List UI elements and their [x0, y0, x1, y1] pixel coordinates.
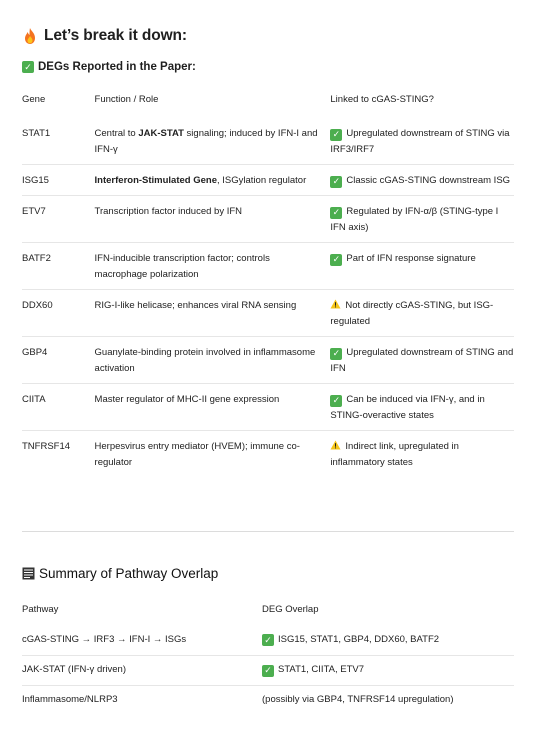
gene-cell — [22, 290, 95, 337]
link-text: Classic cGAS-STING downstream ISG — [346, 175, 511, 186]
link-text: Indirect link, upregulated in inflammatory states — [330, 441, 459, 468]
function-text: Guanylate-binding protein involved in inflammasome activation — [94, 347, 316, 374]
pathway-cell — [22, 625, 262, 655]
function-cell — [95, 431, 331, 478]
function-cell — [95, 337, 331, 384]
gene-name: ISG15 — [22, 175, 49, 186]
link-text: Upregulated downstream of STING and IFN — [330, 347, 514, 374]
table-row — [22, 165, 514, 196]
warning-icon — [330, 440, 341, 450]
link-cell — [330, 196, 514, 243]
check-icon: ✓ — [330, 129, 342, 141]
function-text-bold: JAK-STAT — [138, 128, 184, 139]
function-text: Herpesvirus entry mediator (HVEM); immune co-regulator — [94, 441, 300, 468]
table-row — [22, 118, 514, 165]
gene-name: GBP4 — [22, 347, 48, 358]
table-row — [22, 625, 514, 655]
overlap-text: (possibly via GBP4, TNFRSF14 upregulation) — [262, 694, 454, 706]
link-cell — [330, 384, 514, 431]
function-cell — [95, 290, 331, 337]
function-text: Master regulator of MHC-II gene expression — [94, 394, 280, 405]
gene-cell — [22, 431, 95, 478]
gene-name: CIITA — [22, 394, 46, 405]
table-row — [22, 655, 514, 685]
summary-heading — [22, 566, 218, 581]
table-row — [22, 243, 514, 290]
pathway-name: cGAS-STING → IRF3 → IFN-I → ISGs — [22, 633, 187, 645]
check-icon: ✓ — [262, 634, 274, 646]
overlap-text: ISG15, STAT1, GBP4, DDX60, BATF2 — [278, 633, 440, 645]
section-divider — [22, 531, 514, 532]
memo-icon — [22, 567, 35, 580]
check-icon: ✓ — [330, 176, 342, 188]
function-text: IFN-inducible transcription factor; controls macrophage polarization — [94, 253, 270, 280]
gene-name: TNFRSF14 — [22, 441, 71, 452]
check-icon: ✓ — [330, 395, 342, 407]
summary-heading-text: Summary of Pathway Overlap — [39, 566, 219, 581]
link-cell — [330, 337, 514, 384]
function-text: signaling; induced by IFN-I and IFN-γ — [94, 128, 318, 155]
gene-cell — [22, 118, 95, 165]
table-row — [22, 196, 514, 243]
check-icon: ✓ — [330, 207, 342, 219]
column-header-link: Linked to cGAS-STING? — [330, 94, 434, 105]
link-cell — [330, 431, 514, 478]
column-header-function: Function / Role — [94, 94, 159, 105]
link-cell — [330, 290, 514, 337]
column-header-overlap: DEG Overlap — [262, 604, 319, 615]
link-cell — [330, 243, 514, 290]
overlap-cell — [262, 625, 514, 655]
function-text: Transcription factor induced by IFN — [94, 206, 243, 217]
pathway-table — [22, 595, 514, 715]
pathway-cell — [22, 655, 262, 685]
table-row — [22, 685, 514, 715]
deg-table — [22, 87, 514, 477]
fire-icon — [22, 27, 38, 45]
overlap-cell — [262, 655, 514, 685]
subheading — [22, 61, 196, 73]
table-row — [22, 337, 514, 384]
gene-cell — [22, 243, 95, 290]
function-cell — [95, 384, 331, 431]
function-text: RIG-I-like helicase; enhances viral RNA sensing — [94, 300, 297, 311]
link-cell — [330, 118, 514, 165]
function-cell — [95, 118, 331, 165]
gene-name: BATF2 — [22, 253, 51, 264]
function-cell — [95, 243, 331, 290]
table-row — [22, 290, 514, 337]
gene-cell — [22, 337, 95, 384]
check-icon: ✓ — [262, 665, 274, 677]
function-text: , ISGylation regulator — [217, 175, 307, 186]
link-cell — [330, 165, 514, 196]
link-text: Part of IFN response signature — [346, 253, 476, 264]
check-icon: ✓ — [22, 61, 34, 73]
function-text: Central to — [94, 128, 139, 139]
link-text: Upregulated downstream of STING via IRF3/IRF7 — [330, 128, 510, 155]
function-cell — [95, 196, 331, 243]
pathway-name: Inflammasome/NLRP3 — [22, 694, 118, 706]
overlap-text: STAT1, CIITA, ETV7 — [278, 664, 365, 675]
gene-cell — [22, 165, 95, 196]
link-text: Can be induced via IFN-γ, and in STING-overactive states — [330, 394, 485, 421]
column-header-pathway: Pathway — [22, 604, 59, 615]
gene-cell — [22, 384, 95, 431]
function-cell — [95, 165, 331, 196]
column-header-gene: Gene — [22, 94, 46, 105]
check-icon: ✓ — [330, 254, 342, 266]
table-row — [22, 384, 514, 431]
pathway-cell — [22, 685, 262, 715]
table-header-row — [22, 595, 514, 625]
link-text: Not directly cGAS-STING, but ISG-regulated — [330, 300, 494, 327]
gene-cell — [22, 196, 95, 243]
gene-name: STAT1 — [22, 128, 51, 139]
gene-name: ETV7 — [22, 206, 46, 217]
table-row — [22, 431, 514, 478]
check-icon: ✓ — [330, 348, 342, 360]
overlap-cell — [262, 685, 514, 715]
link-text: Regulated by IFN-α/β (STING-type I IFN axis) — [330, 206, 499, 233]
heading-text: Let’s break it down: — [44, 27, 187, 44]
table-header-row — [22, 87, 514, 118]
gene-name: DDX60 — [22, 300, 53, 311]
subheading-text: DEGs Reported in the Paper: — [38, 61, 196, 73]
pathway-name: JAK-STAT (IFN-γ driven) — [22, 664, 126, 675]
function-text-bold: Interferon-Stimulated Gene — [94, 175, 217, 186]
warning-icon — [330, 299, 341, 309]
section-heading — [22, 27, 187, 45]
